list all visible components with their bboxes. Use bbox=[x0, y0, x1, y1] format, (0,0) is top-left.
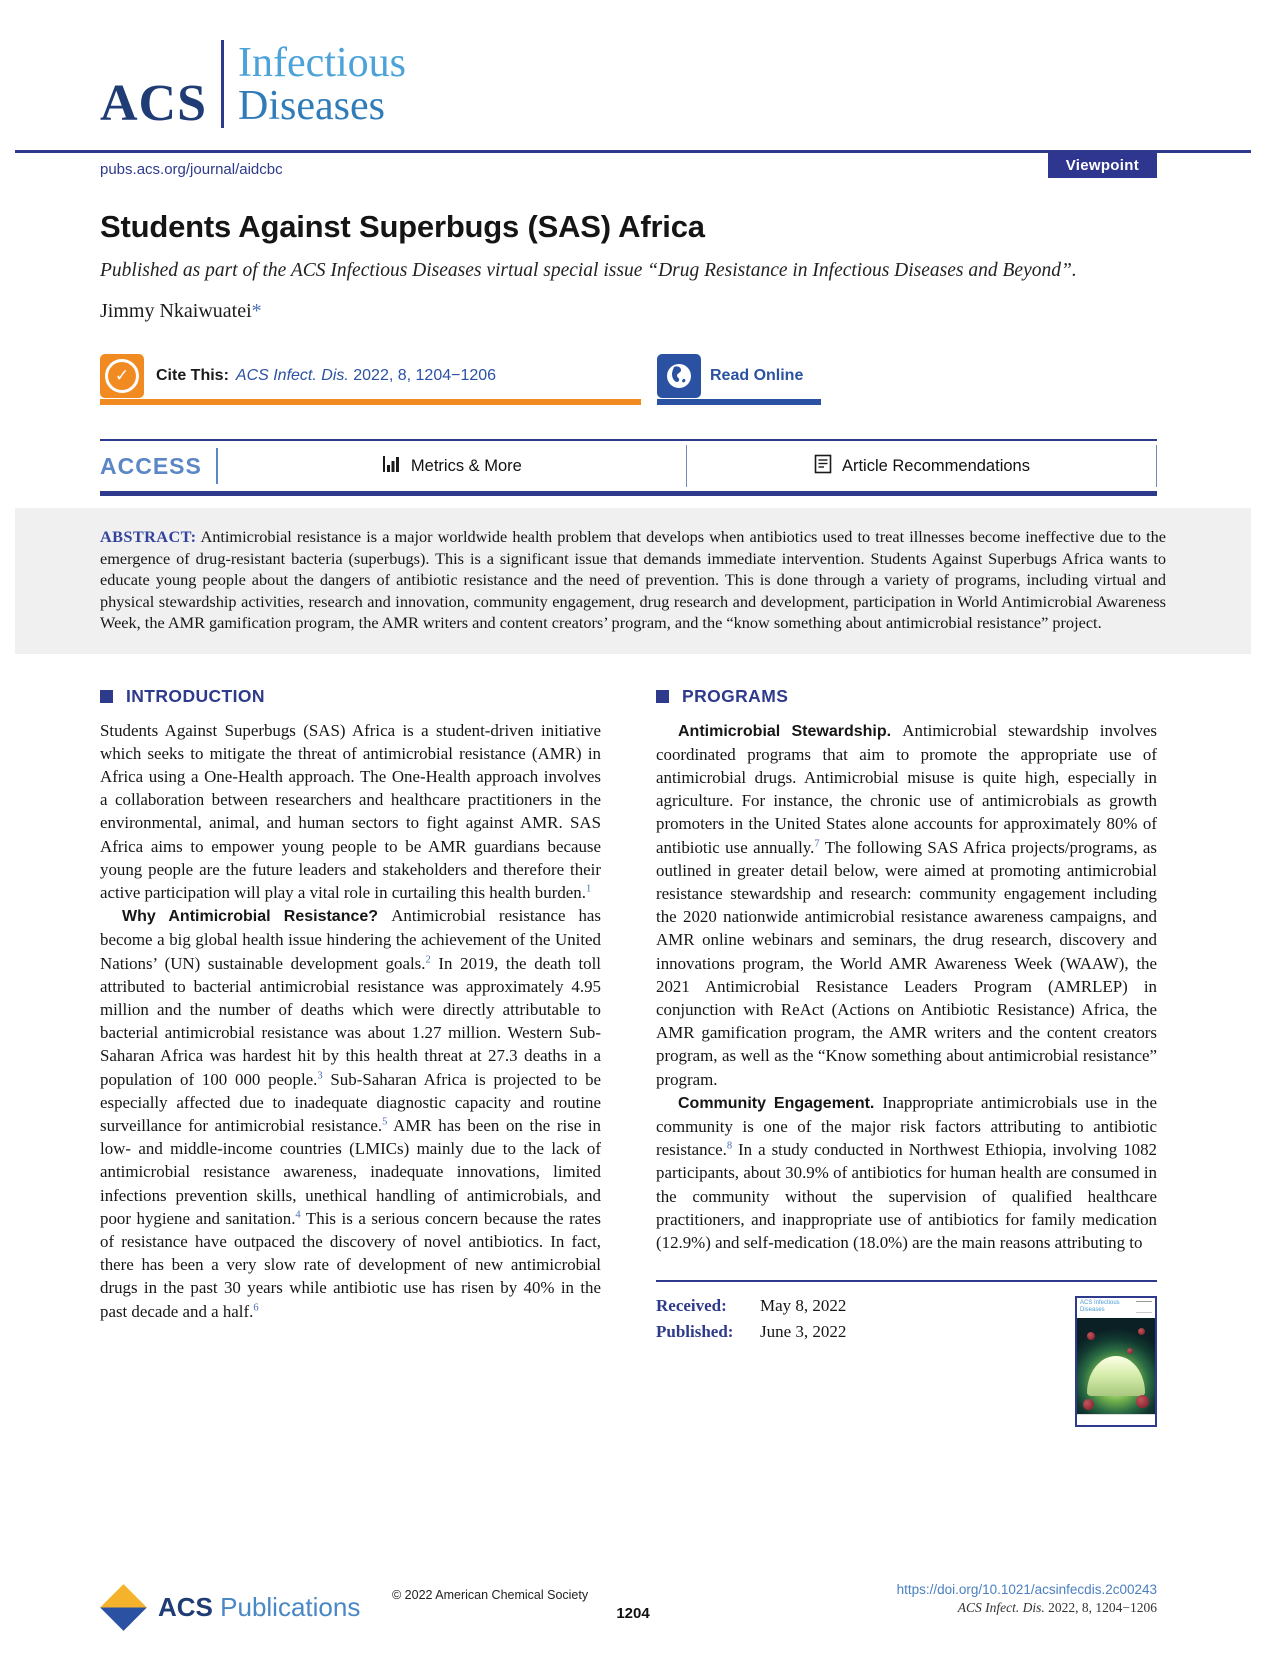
page-number: 1204 bbox=[616, 1605, 650, 1622]
page-footer bbox=[0, 1578, 1266, 1648]
doi-link[interactable]: https://doi.org/10.1021/acsinfecdis.2c00243 bbox=[896, 1582, 1157, 1597]
abstract-block bbox=[15, 508, 1251, 654]
bar-divider-end bbox=[1156, 445, 1158, 487]
corresponding-author-asterisk[interactable]: * bbox=[251, 300, 262, 322]
virus-particle bbox=[1138, 1328, 1145, 1335]
programs-paragraph-1: Antimicrobial Stewardship. Antimicrobial stewardship involves coordinated programs that aim to promote the appropriate use of antimicrobial drugs. Antimicrobial misuse is quite high, especially in agriculture. For instance, the chronic use of antimicrobials as growth promoters in the United States alone accounts for approximately 80% of antibiotic use annually.$^7$ The following SAS Africa projects/programs, as outlined in greater detail below, were aimed at promoting antimicrobial resistance stewardship and research: community engagement including the 2020 nationwide antimicrobial resistance awareness campaigns, and AMR online webinars and seminars, the drug research, discovery and innovations program, the World AMR Awareness Week (WAAW), the 2021 Antimicrobial Resistance Leaders Program (AMRLEP) in conjunction with ReAct (Actions on Antibiotic Resistance) Africa, the AMR gamification program, the AMR writers and the content creators program, as well as the “Know something about antimicrobial resistance” program. bbox=[656, 720, 1158, 1089]
received-row bbox=[656, 1296, 846, 1316]
abstract-text: Antimicrobial resistance is a major worldwide health problem that develops when antibiotics used to treat illnesses become ineffective due to the emergence of drug-resistant bacteria (superbugs). This is a significant issue that demands immediate intervention. Students Against Superbugs Africa wants to educate young people about the dangers of antibiotic resistance and the need of prevention. This is done through a variety of programs, including virtual and physical stewardship activities, research and innovation, community engagement, drug research and development, participation in World Antimicrobial Awareness Week, the AMR gamification program, the AMR writers and content creators’ program, and the “know something about antimicrobial resistance” project. bbox=[100, 527, 1166, 632]
document-icon bbox=[813, 454, 833, 479]
introduction-heading-label: INTRODUCTION bbox=[126, 685, 265, 706]
left-column bbox=[100, 680, 601, 1428]
cite-bar bbox=[100, 353, 1266, 405]
recommendations-zone bbox=[687, 454, 1155, 479]
copyright-notice: © 2022 American Chemical Society bbox=[392, 1588, 589, 1602]
journal-name-line1: Infectious bbox=[238, 40, 406, 87]
programs-paragraph-2: Community Engagement. Inappropriate antimicrobials use in the community is one of the major risk factors attributing to antibiotic resistance.$^8$ In a study conducted in Northwest Ethiopia, involving 1082 participants, about 30.9% of antibiotics for human health are consumed in the community without the supervision of qualified healthcare practitioners, and inappropriate use of antibiotics for family medication (12.9%) and self-medication (18.0%) are the main reasons attributing to bbox=[656, 1092, 1157, 1252]
cover-footer bbox=[1077, 1414, 1155, 1425]
citation-reference[interactable]: ACS Infect. Dis. 2022, 8, 1204−1206 bbox=[235, 367, 497, 384]
journal-url-link[interactable]: pubs.acs.org/journal/aidcbc bbox=[100, 161, 283, 178]
programs-heading bbox=[656, 686, 1157, 707]
introduction-paragraph-1: Students Against Superbugs (SAS) Africa is a student-driven initiative which seeks to mitigate the threat of antimicrobial resistance (AMR) in Africa using a One-Health approach. The One-Health approach involves a collaboration between researchers and healthcare practitioners in the environmental, animal, and human sectors to fight against AMR. SAS Africa aims to empower young people to be AMR guardians because young people are the future leaders and stakeholders and therefore their active participation will play a vital role in curtailing this health burden.$^1$ bbox=[100, 720, 601, 902]
logo-divider bbox=[221, 40, 224, 128]
acs-logo-text: ACS bbox=[100, 74, 208, 132]
cover-meta-lines bbox=[1136, 1301, 1152, 1313]
journal-masthead bbox=[100, 0, 1266, 132]
published-value: June 3, 2022 bbox=[760, 1322, 847, 1342]
access-link[interactable]: ACCESS bbox=[100, 452, 202, 479]
bar-chart-icon bbox=[382, 454, 402, 479]
abstract-label: ABSTRACT: bbox=[100, 527, 197, 546]
published-label: Published: bbox=[656, 1322, 734, 1342]
special-issue-note: Published as part of the ACS Infectious Diseases virtual special issue “Drug Resistance in Infectious Diseases and Beyond”. bbox=[100, 260, 1077, 281]
abstract-paragraph bbox=[100, 526, 1166, 634]
received-value: May 8, 2022 bbox=[760, 1296, 847, 1316]
author-line bbox=[100, 300, 1266, 323]
metrics-zone bbox=[218, 454, 686, 479]
programs-heading-label: PROGRAMS bbox=[682, 685, 789, 706]
recommendations-label: Article Recommendations bbox=[841, 456, 1030, 475]
article-recommendations-link[interactable] bbox=[813, 454, 1030, 479]
cover-header bbox=[1077, 1298, 1155, 1318]
journal-name bbox=[238, 42, 406, 128]
read-online-button[interactable] bbox=[657, 353, 821, 405]
right-column bbox=[656, 680, 1157, 1428]
received-label: Received: bbox=[656, 1296, 727, 1316]
globe-icon bbox=[657, 354, 701, 398]
journal-cover-thumbnail bbox=[1075, 1296, 1157, 1427]
footer-reference-block bbox=[897, 1582, 1157, 1616]
published-row bbox=[656, 1322, 846, 1342]
footer-logo-publications: Publications bbox=[220, 1591, 361, 1622]
access-bar bbox=[100, 439, 1157, 496]
section-bullet bbox=[100, 690, 113, 703]
read-online-label: Read Online bbox=[710, 367, 804, 384]
virus-particle bbox=[1083, 1399, 1094, 1410]
section-bullet bbox=[656, 690, 669, 703]
dates-list bbox=[656, 1296, 846, 1427]
article-title: Students Against Superbugs (SAS) Africa bbox=[100, 209, 705, 244]
article-body bbox=[100, 680, 1157, 1428]
cite-this-label: Cite This: bbox=[156, 367, 229, 384]
footer-citation: ACS Infect. Dis. 2022, 8, 1204−1206 bbox=[957, 1600, 1157, 1615]
author-name[interactable]: Jimmy Nkaiwuatei bbox=[100, 300, 252, 322]
virus-particle bbox=[1127, 1348, 1133, 1354]
cover-art bbox=[1077, 1318, 1155, 1414]
footer-logo-acs: ACS bbox=[158, 1591, 213, 1622]
cite-check-icon: ✓ bbox=[100, 354, 144, 398]
introduction-heading bbox=[100, 686, 601, 707]
metrics-link[interactable] bbox=[382, 454, 522, 479]
acs-journal-logo bbox=[100, 40, 1266, 132]
cite-this-section bbox=[100, 353, 641, 405]
viewpoint-badge: Viewpoint bbox=[1048, 153, 1157, 178]
cover-journal-name: ACS Infectious Diseases bbox=[1080, 1300, 1120, 1314]
cover-dome-graphic bbox=[1087, 1356, 1145, 1396]
virus-particle bbox=[1087, 1332, 1095, 1340]
virus-particle bbox=[1136, 1395, 1149, 1408]
introduction-paragraph-2: Why Antimicrobial Resistance? Antimicrobial resistance has become a big global health issue hindering the achievement of the United Nations’ (UN) sustainable development goals.$^2$ In 2019, the death toll attributed to bacterial antimicrobial resistance was approximately 4.95 million and the number of deaths which were directly attributable to bacterial antimicrobial resistance was about 1.27 million. Western Sub-Saharan Africa was hardest hit by this health threat at 27.3 deaths in a population of 100 000 people.$^3$ Sub-Saharan Africa is projected to be especially affected due to inadequate diagnostic capacity and routine surveillance for antimicrobial resistance.$^5$ AMR has been on the rise in low- and middle-income countries (LMICs) mainly due to the lack of antimicrobial resistance awareness, inadequate innovations, limited infections prevention skills, unethical handling of antimicrobials, and poor hygiene and sanitation.$^4$ This is a serious concern because the rates of resistance have outpaced the discovery of novel antibiotics. In fact, there has been a very slow rate of development of new antimicrobial drugs in the past 30 years while antibiotic use has risen by 40% in the past decade and a half.$^6$ bbox=[100, 906, 602, 1321]
metrics-label: Metrics & More bbox=[410, 456, 522, 475]
journal-name-line2: Diseases bbox=[238, 83, 385, 130]
dates-block bbox=[656, 1280, 1157, 1427]
